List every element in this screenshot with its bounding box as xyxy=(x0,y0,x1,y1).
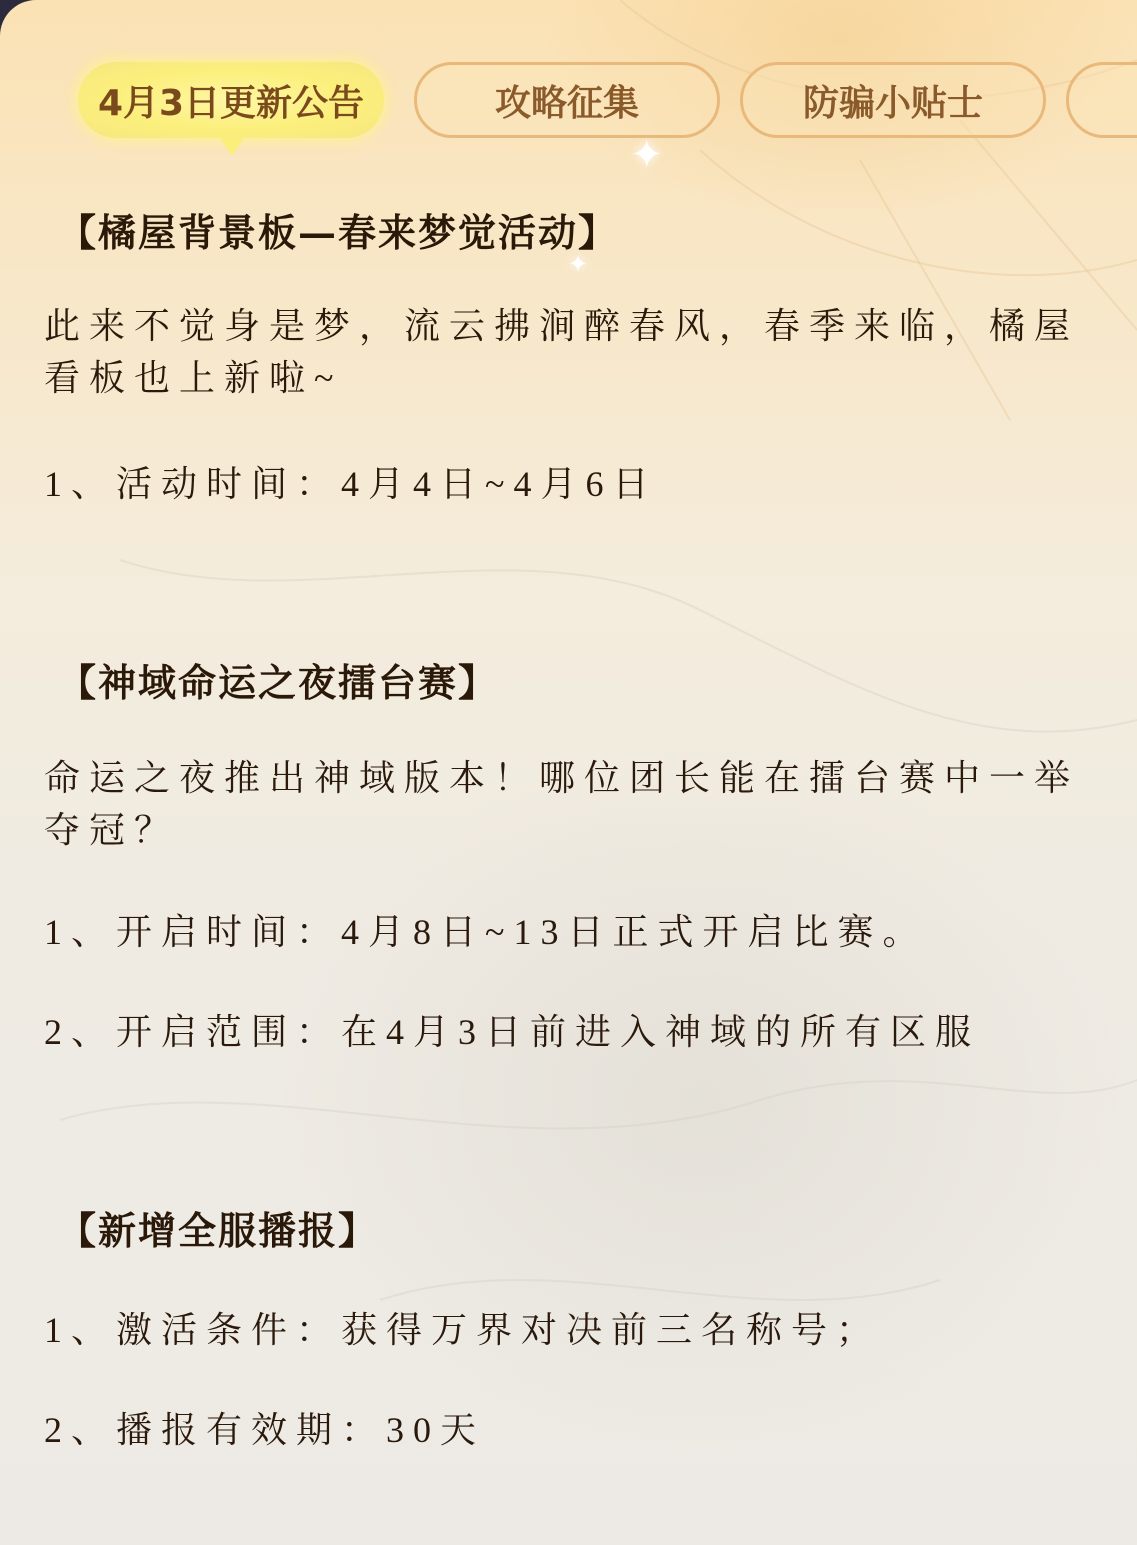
section-heading: 【新增全服播报】 xyxy=(58,1208,379,1253)
sparkle-icon: ✦ xyxy=(568,250,589,278)
section-intro: 命运之夜推出神域版本！哪位团长能在擂台赛中一举夺冠？ xyxy=(44,758,1080,850)
section-heading: 【橘屋背景板—春来梦觉活动】 xyxy=(58,210,619,255)
section-item: 1、活动时间：4月4日~4月6日 xyxy=(44,464,658,504)
tab-update-notice-label: 4月3日更新公告 xyxy=(97,82,365,124)
section-item: 1、激活条件：获得万界对决前三名称号； xyxy=(44,1310,882,1350)
tab-anti-fraud-tips[interactable] xyxy=(740,62,1046,138)
tab-more[interactable] xyxy=(1066,62,1137,138)
tab-bar xyxy=(78,62,1137,152)
section-item: 2、播报有效期：30天 xyxy=(44,1410,486,1450)
tab-update-notice[interactable] xyxy=(78,62,384,138)
section-item: 2、开启范围：在4月3日前进入神域的所有区服 xyxy=(44,1012,981,1052)
tab-guide-collection[interactable] xyxy=(414,62,720,138)
section-item: 1、开启时间：4月8日~13日正式开启比赛。 xyxy=(44,912,928,952)
section-intro: 此来不觉身是梦，流云拂涧醉春风，春季来临，橘屋看板也上新啦~ xyxy=(44,306,1080,398)
tab-anti-fraud-tips-label: 防骗小贴士 xyxy=(802,82,983,124)
sparkle-icon: ✦ xyxy=(630,132,664,178)
tab-guide-collection-label: 攻略征集 xyxy=(494,82,639,124)
section-heading: 【神域命运之夜擂台赛】 xyxy=(58,660,499,705)
